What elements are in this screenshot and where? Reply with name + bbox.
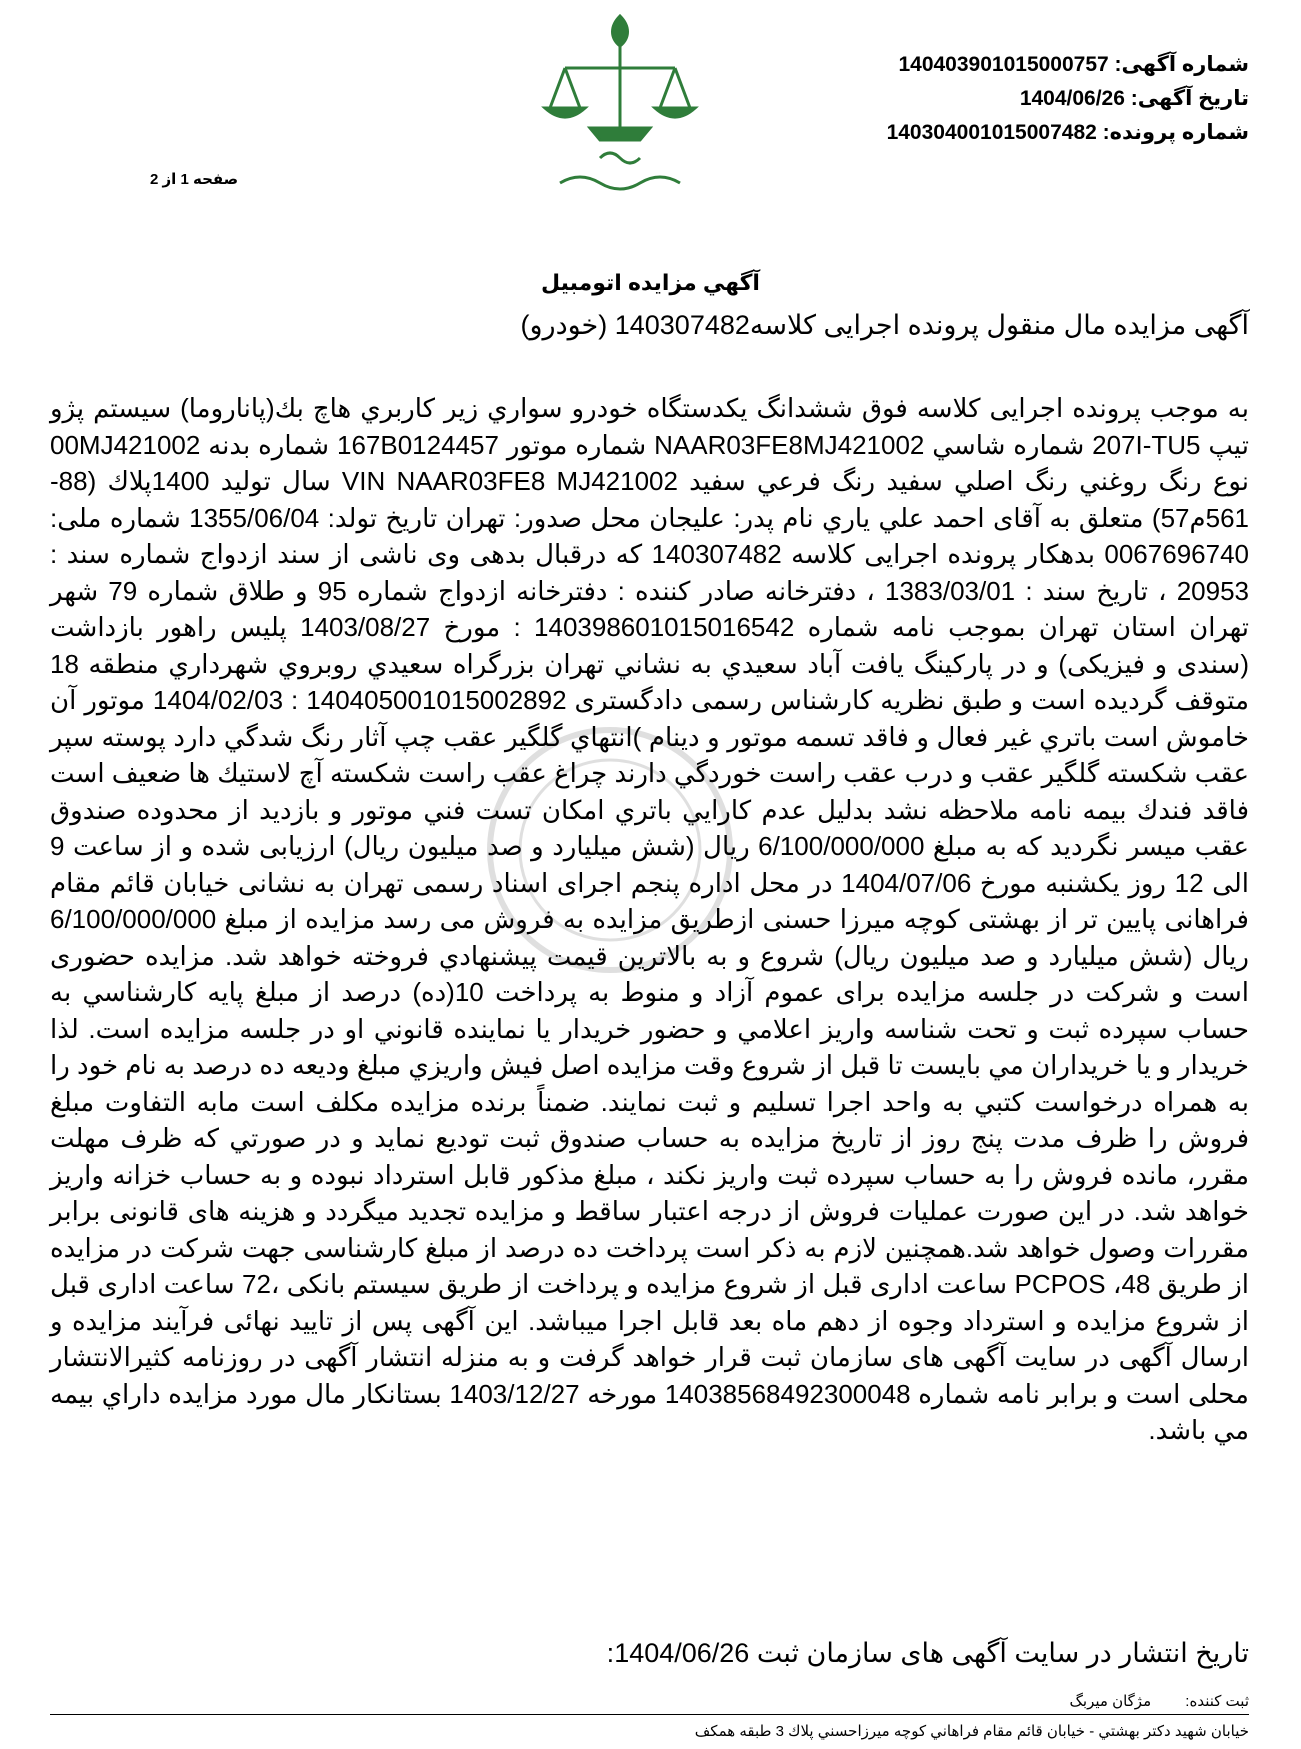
document-subtitle: آگهی مزایده مال منقول پرونده اجرایی کلاسه140307482 (خودرو) [520,310,1249,340]
office-address: خيابان شهيد دكتر بهشتي - خيابان قائم مقام فراهاني كوچه ميرزاحسني پلاك 3 طبقه همكف [694,1723,1249,1740]
notice-body: به موجب پرونده اجرایی کلاسه فوق ششدانگ يكدستگاه خودرو سواري زير كاربري هاچ بك(پاناروما) سيستم پژو تيپ 207I-TU5 شماره شاسي NAAR03FE8MJ421002 شماره موتور 167B0124457 شماره بدنه 00MJ421002 نوع رنگ روغني رنگ اصلي سفيد رنگ فرعي سفيد VIN NAAR03FE8 MJ421002 سال توليد 1400پلاك (88-561م57) متعلق به آقای احمد علي ياري نام پدر: عليجان محل صدور: تهران تاريخ تولد: 1355/06/04 شماره ملی: 0067696740 بدهکار پرونده اجرایی کلاسه 140307482 که درقبال بدهی وی ناشی از سند ازدواج شماره سند : 20953 ، تاریخ سند : 1383/03/01 ، دفترخانه صادر کننده : دفترخانه ازدواج شماره 95 و طلاق شماره 79 شهر تهران استان تهران بموجب نامه شماره 140398601015016542 : مورخ 1403/08/27 پليس راهور بازداشت (سندی و فیزیکی) و در پاركينگ يافت آباد سعيدي به نشاني تهران بزرگراه سعيدي روبروي شهرداري منطقه 18 متوقف گردیده است و طبق نظریه کارشناس رسمی دادگستری 140405001015002892 : 1404/02/03 موتور آن خاموش است باتري غير فعال و فاقد تسمه موتور و دينام )انتهاي گلگير عقب چپ آثار رنگ شدگي دارد پوسته سپر عقب شكسته گلگير عقب و درب عقب راست خوردگي دارند چراغ عقب راست شكسته آچ لاستيك ها ضعيف است فاقد فندك بيمه نامه ملاحظه نشد بدليل عدم كارايي باتري امكان تست فني موتور و بازديد از محدوده صندوق عقب ميسر نگرديد که به مبلغ 6/100/000/000 ريال (شش ميليارد و صد ميليون ريال) ارزیابی شده و از ساعت 9 الی 12 روز یکشنبه مورخ 1404/07/06 در محل اداره پنجم اجرای اسناد رسمی تهران به نشانی خیابان قائم مقام فراهانی پایین تر از بهشتی کوچه میرزا حسنی ازطریق مزایده به فروش می رسد مزایده از مبلغ 6/100/000/000 ريال (شش ميليارد و صد ميليون ريال) شروع و به بالاترين قيمت پيشنهادي فروخته خواهد شد. مزایده حضوری است و شرکت در جلسه مزایده برای عموم آزاد و منوط به پرداخت 10(ده) درصد از مبلغ پايه كارشناسي به حساب سپرده ثبت و تحت شناسه واريز اعلامي و حضور خريدار يا نماينده قانوني او در جلسه مزايده است. لذا خريدار و يا خريداران مي بايست تا قبل از شروع وقت مزايده اصل فيش واريزي مبلغ وديعه ده درصد به نام خود را به همراه درخواست كتبي به واحد اجرا تسليم و ثبت نمايند. ضمناً برنده مزايده مكلف است مابه التفاوت مبلغ فروش را ظرف مدت پنج روز از تاريخ مزايده به حساب صندوق ثبت توديع نمايد و در صورتي كه ظرف مهلت مقرر، مانده فروش را به حساب سپرده ثبت واريز نكند ، مبلغ مذكور قابل استرداد نبوده و به حساب خزانه واريز خواهد شد. در این صورت عملیات فروش از درجه اعتبار ساقط و مزایده تجدید میگردد و هزینه های قانونی برابر مقررات وصول خواهد شد.همچنین لازم به ذکر است پرداخت ده درصد از مبلغ کارشناسی جهت شرکت در مزایده از طریق 48، PCPOS ساعت اداری قبل از شروع مزایده و پرداخت از طریق سیستم بانکی ،72 ساعت اداری قبل از شروع مزایده و استرداد وجوه از دهم ماه بعد قابل اجرا میباشد. این آگهی پس از تایید نهائی فرآیند مزایده و ارسال آگهی در سایت آگهی های سازمان ثبت قرار خواهد گرفت و به منزله انتشار آگهی در روزنامه کثیرالانتشار محلی است و برابر نامه شماره 14038568492300048 مورخه 1403/12/27 بستانكار مال مورد مزايده داراي بيمه مي باشد. [50,393,1250,1445]
judiciary-emblem-icon [530,8,710,208]
page-indicator: صفحه 1 از 2 [150,171,239,188]
notice-number-label: شماره آگهی: [1114,53,1249,76]
publish-date-line: تاریخ انتشار در سایت آگهی های سازمان ثبت 1404/06/26: [606,1638,1249,1668]
footer-divider [50,1714,1249,1715]
registrar-label: ثبت کننده: [1185,1693,1249,1710]
registrar-row [1069,1692,1249,1710]
case-number-row [729,116,1249,150]
notice-date: 1404/06/26 [1019,87,1125,110]
notice-number-row [729,48,1249,82]
notice-number: 140403901015000757 [898,53,1109,76]
notice-date-label: تاریخ آگهی: [1130,87,1249,110]
case-number: 140304001015007482 [886,121,1097,144]
registrar-name: مژگان میربگ [1069,1693,1152,1710]
notice-meta [729,48,1249,150]
case-number-label: شماره پرونده: [1102,121,1249,144]
scales-of-justice-icon [530,8,710,208]
document-title: آگهي مزايده اتومبيل [541,270,760,295]
notice-date-row [729,82,1249,116]
